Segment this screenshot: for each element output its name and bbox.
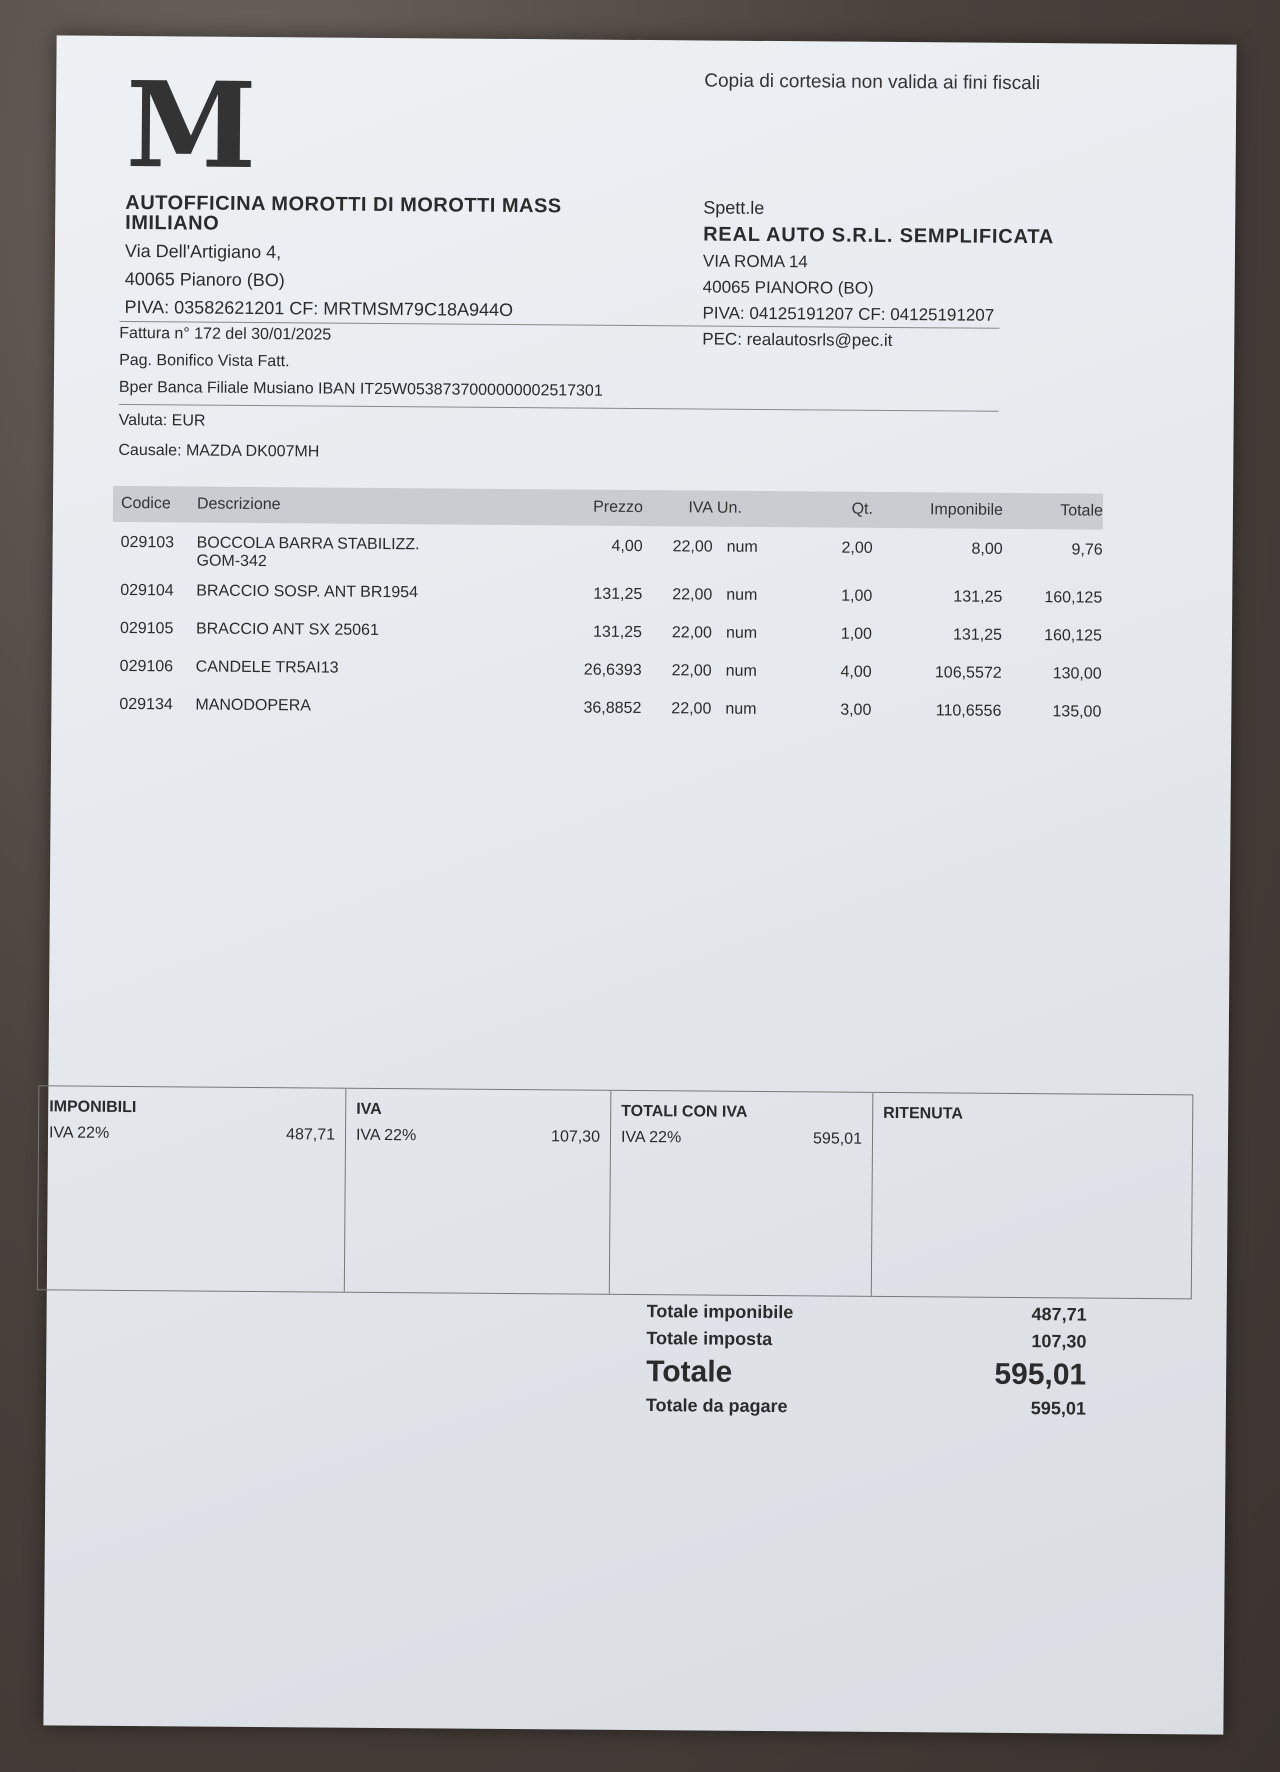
header-unit: Un.	[716, 499, 742, 517]
cell-price: 26,6393	[583, 661, 642, 680]
issuer-city: 40065 Pianoro (BO)	[124, 268, 285, 291]
cell-unit: num	[726, 586, 758, 604]
cell-vat: 22,00	[671, 662, 712, 680]
amount-due-row	[646, 1395, 1086, 1419]
taxable-total-value: 487,71	[1031, 1304, 1087, 1325]
recipient-city: 40065 PIANORO (BO)	[702, 277, 874, 298]
cell-taxable: 110,6556	[935, 702, 1002, 720]
recipient-block	[702, 197, 1183, 353]
issuer-block	[124, 193, 645, 321]
issuer-address: Via Dell'Artigiano 4,	[124, 240, 282, 263]
cell-price: 131,25	[592, 623, 643, 642]
cell-total: 160,125	[1044, 589, 1103, 607]
totals-block	[646, 1295, 1087, 1419]
table-row	[112, 534, 1102, 590]
cell-qty: 2,00	[841, 539, 873, 557]
divider	[119, 404, 999, 412]
imponibili-row	[49, 1124, 335, 1144]
recipient-address: VIA ROMA 14	[702, 251, 808, 272]
company-logo: M	[125, 54, 256, 195]
cell-total: 130,00	[1052, 665, 1102, 683]
cell-description: BOCCOLA BARRA STABILIZZ. GOM-342	[196, 534, 420, 571]
invoice-number: Fattura n° 172 del 30/01/2025	[119, 324, 332, 344]
cell-total: 160,125	[1044, 627, 1103, 645]
cell-total: 135,00	[1052, 703, 1102, 721]
cell-total: 9,76	[1071, 541, 1103, 559]
cell-description: CANDELE TR5AI13	[195, 658, 339, 677]
recipient-pec: PEC: realautosrls@pec.it	[702, 329, 893, 350]
tax-total-row	[646, 1328, 1086, 1352]
header-vat: IVA	[688, 499, 714, 517]
cell-code: 029104	[120, 581, 174, 600]
cell-vat: 22,00	[671, 700, 712, 718]
table-header	[113, 486, 1103, 530]
totali-row	[621, 1129, 862, 1149]
imponibili-value: 487,71	[286, 1126, 336, 1144]
amount-due-value: 595,01	[1030, 1398, 1086, 1419]
cell-price: 36,8852	[583, 699, 642, 718]
issuer-tax-ids: PIVA: 03582621201 CF: MRTMSM79C18A944O	[124, 296, 514, 320]
cell-qty: 3,00	[840, 701, 872, 719]
grand-total-row	[646, 1355, 1086, 1392]
header-total: Totale	[1060, 502, 1104, 520]
cell-vat: 22,00	[671, 624, 713, 642]
recipient-name: REAL AUTO S.R.L. SEMPLIFICATA	[703, 223, 1055, 249]
recipient-salutation: Spett.le	[703, 197, 765, 218]
header-description: Descrizione	[196, 495, 281, 514]
reason: Causale: MAZDA DK007MH	[118, 441, 320, 461]
iva-box	[345, 1089, 612, 1294]
cell-taxable: 106,5572	[934, 664, 1002, 682]
tax-total-label: Totale imposta	[646, 1328, 773, 1350]
currency: Valuta: EUR	[118, 411, 206, 430]
issuer-name: AUTOFFICINA MOROTTI DI MOROTTI MASS IMILIANO	[125, 191, 562, 235]
grand-total-label: Totale	[646, 1355, 733, 1389]
taxable-total-row	[647, 1301, 1087, 1325]
header-price: Prezzo	[593, 498, 644, 517]
items-table	[111, 486, 1103, 742]
invoice-paper	[43, 35, 1236, 1734]
iva-row	[356, 1127, 600, 1147]
tax-total-value: 107,30	[1031, 1331, 1087, 1352]
vat-summary-box	[37, 1085, 1194, 1299]
iva-value: 107,30	[551, 1128, 601, 1146]
taxable-total-label: Totale imponibile	[646, 1301, 794, 1323]
cell-qty: 4,00	[840, 663, 872, 681]
totali-box	[610, 1091, 874, 1296]
cell-code: 029105	[119, 619, 174, 638]
imponibili-label: IVA 22%	[48, 1124, 110, 1142]
cell-qty: 1,00	[841, 587, 873, 605]
iva-label: IVA 22%	[355, 1126, 417, 1145]
bank-details: Bper Banca Filiale Musiano IBAN IT25W0538737000000002517301	[118, 378, 603, 400]
imponibili-box	[38, 1086, 347, 1291]
cell-unit: num	[726, 538, 758, 556]
header-code: Codice	[120, 494, 171, 513]
totali-label: IVA 22%	[620, 1128, 682, 1147]
amount-due-label: Totale da pagare	[645, 1395, 788, 1417]
cell-taxable: 8,00	[971, 540, 1003, 558]
cell-taxable: 131,25	[952, 626, 1003, 644]
cell-vat: 22,00	[672, 586, 713, 604]
cell-price: 131,25	[593, 585, 643, 604]
cell-description: BRACCIO ANT SX 25061	[195, 620, 379, 639]
recipient-tax-ids: PIVA: 04125191207 CF: 04125191207	[702, 303, 995, 325]
courtesy-note: Copia di cortesia non valida ai fini fiscali	[704, 70, 1041, 95]
cell-qty: 1,00	[840, 625, 873, 643]
cell-description: BRACCIO SOSP. ANT BR1954	[196, 582, 419, 602]
cell-description: MANODOPERA	[195, 696, 312, 715]
header-qty: Qt.	[851, 500, 874, 518]
cell-code: 029103	[120, 533, 175, 552]
cell-code: 029134	[119, 695, 173, 714]
cell-unit: num	[725, 624, 758, 642]
cell-code: 029106	[119, 657, 174, 676]
ritenuta-title: RITENUTA	[883, 1104, 963, 1123]
totali-title: TOTALI CON IVA	[621, 1102, 748, 1121]
table-row	[111, 696, 1101, 742]
payment-terms: Pag. Bonifico Vista Fatt.	[119, 351, 290, 371]
header-taxable: Imponibile	[929, 501, 1004, 519]
grand-total-value: 595,01	[994, 1357, 1087, 1392]
cell-unit: num	[725, 662, 757, 680]
cell-unit: num	[725, 700, 757, 718]
cell-price: 4,00	[611, 537, 643, 556]
cell-vat: 22,00	[672, 538, 713, 556]
imponibili-title: IMPONIBILI	[49, 1098, 137, 1117]
totali-value: 595,01	[813, 1130, 863, 1148]
iva-title: IVA	[356, 1100, 382, 1118]
ritenuta-box	[872, 1093, 1193, 1298]
cell-taxable: 131,25	[953, 588, 1003, 606]
